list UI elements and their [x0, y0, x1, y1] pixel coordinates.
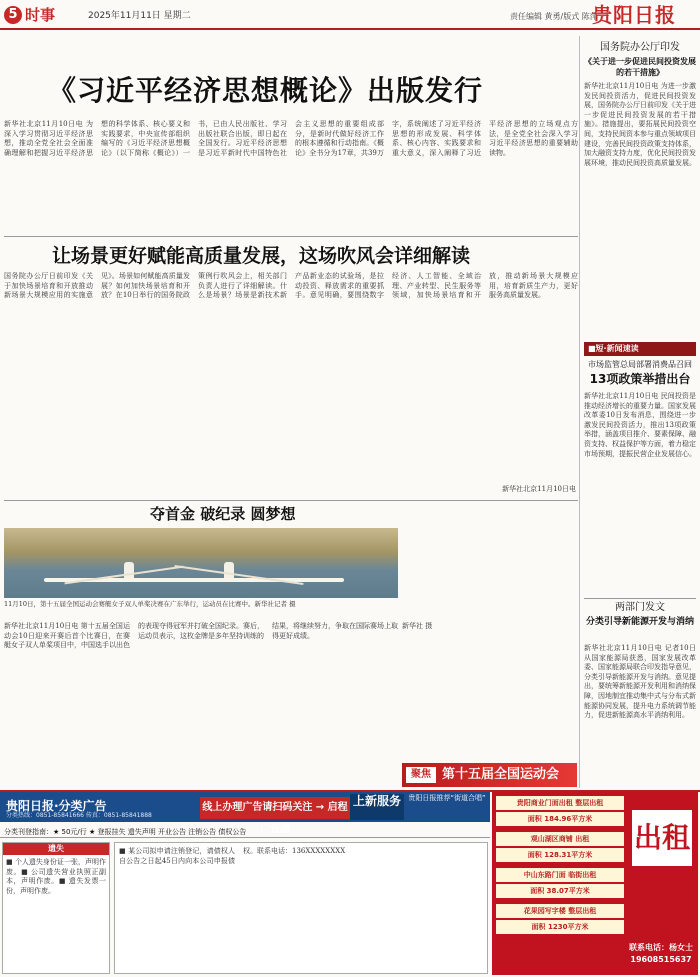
games-banner [402, 763, 577, 787]
section-name: 时事 [25, 6, 56, 24]
rental-ad [492, 792, 698, 975]
games-tag: 聚焦 [406, 767, 436, 783]
section-divider [584, 598, 696, 599]
lost-notice-block [2, 842, 110, 974]
lost-notice-label: 遗失 [3, 843, 109, 855]
right-article-2-kicker: 市场监管总局部署消费品召回 [588, 360, 692, 369]
ads-upper-label: 上新服务 [350, 794, 404, 820]
ads-phone: 分类热线：0851-85841666 传真：0851-85841888 [6, 812, 152, 819]
page-header [0, 0, 700, 30]
issue-date: 2025年11月11日 星期二 [88, 11, 191, 21]
photo-story-body: 新华社北京11月10日电 第十五届全国运动会10日迎来开赛后首个比赛日，在赛艇女子双人单桨项目中，中国选手以出色的表现夺得冠军并打破全国纪录。赛后，运动员表示，这枚金牌是多年坚持训练的结果，将继续努力，争取在国际赛场上取得更好成绩。 [4, 622, 398, 650]
right-article-1-body: 新华社北京11月10日电 为进一步激发民间投资活力，促进民间投资发展，国务院办公厅日前印发《关于进一步促进民间投资发展的若干措施》。措施提出，要拓展民间投资空间，支持民间资本参与重点领域项目建设，完善民间投资政策支持体系，加大融资支持力度，优化民间投资发展环境，推动民间投资高质量发展。 [584, 82, 696, 167]
rent-line: 贵阳商业门面出租 整层出租 [496, 796, 624, 810]
rent-line: 观山湖区商铺 出租 [496, 832, 624, 846]
right-article-1-headline[interactable]: 《关于进一步促进民间投资发展的若干措施》 [584, 57, 696, 77]
right-article-3-body: 新华社北京11月10日电 记者10日从国家能源局获悉，国家发展改革委、国家能源局联合印发指导意见，分类引导新能源开发与消纳。意见提出，要统筹新能源开发利用和消纳保障，因地制宜推动集中式与分布式新能源协同发展，提升电力系统调节能力，促进新能源高水平消纳利用。 [584, 644, 696, 720]
ads-price-row: 分类刊登指南：★ 50元/行 ★ 登报挂失 遗失声明 开业公告 注销公告 债权公告 [0, 826, 490, 838]
main-article-body: 新华社北京11月10日电 为深入学习贯彻习近平经济思想，推动全党全社会全面准确理解和把握习近平经济思想的科学体系、核心要义和实践要求，中央宣传部组织编写的《习近平经济思想概论》（以下简称《概论》）一书，已由人民出版社、学习出版社联合出版，即日起在全国发行。习近平经济思想是习近平新时代中国特色社会主义思想的重要组成部分，是新时代做好经济工作的根本遵循和行动指南。《概论》全书分为17章，共39万字，系统阐述了习近平经济思想的形成发展、科学体系、核心内容、实践要求和重大意义，深入阐释了习近平经济思想的立场观点方法，是全党全社会深入学习习近平经济思想的重要辅助读物。 [4, 120, 578, 157]
rent-big-word: 出租 [632, 810, 692, 866]
notice-text: ■ 某公司拟申请注销登记，请债权人自公告之日起45日内向本公司申报债权。联系电话：136XXXXXXXX [119, 847, 346, 865]
main-headline[interactable]: 《习近平经济思想概论》出版发行 [48, 74, 484, 107]
photo-caption: 11月10日，第十五届全国运动会赛艇女子双人单桨决赛在广东举行，运动员在比赛中。新华社记者 摄 [4, 600, 296, 608]
second-headline[interactable]: 让场景更好赋能高质量发展，这场吹风会详细解读 [52, 245, 471, 267]
ads-right-top: 贵阳日报推荐“街道合唱” [404, 794, 490, 820]
rower-figure [224, 562, 234, 578]
rent-line: 面积 1230平方米 [496, 920, 624, 934]
rent-line: 中山东路门面 临街出租 [496, 868, 624, 882]
column-divider [579, 36, 580, 788]
right-article-2-body: 新华社北京11月10日电 民间投资是推动经济增长的重要力量。国家发展改革委10日发布消息，围绕进一步激发民间投资活力，推出13项政策举措，涵盖项目推介、要素保障、融资支持、权益保护等方面，着力稳定市场预期，提振民营企业发展信心。 [584, 392, 696, 458]
page-number: 5 [4, 6, 22, 24]
rent-line: 花果园写字楼 整层出租 [496, 904, 624, 918]
notice-block [114, 842, 488, 974]
photo-story-headline[interactable]: 夺首金 破纪录 圆梦想 [150, 505, 296, 523]
right-article-3-kicker: 两部门发文 [615, 602, 665, 613]
section-divider [4, 236, 578, 237]
second-article-body: 国务院办公厅日前印发《关于加快场景培育和开放推动新场景大规模应用的实施意见》。场景如何赋能高质量发展？如何加快场景培育和开放？在10日举行的国务院政策例行吹风会上，相关部门负责人进行了详细解读。什么是场景？场景是新技术新产品新业态的试验场，是拉动投资、释放需求的重要抓手。意见明确，要围绕数字经济、人工智能、全域治理、产业转型、民生服务等领域，加快场景培育和开放，推动新场景大规模应用，培育新质生产力，更好服务高质量发展。 [4, 272, 578, 300]
photo-credit: 新华社 摄 [402, 622, 433, 630]
editor-credit: 责任编辑 黄勇/版式 陈萍 [510, 12, 598, 21]
right-article-2-headline[interactable]: 13项政策举措出台 [589, 372, 691, 386]
right-article-3-headline[interactable]: 分类引导新能源开发与消纳 [585, 617, 694, 627]
rowing-photo [4, 528, 398, 598]
news-strip: ■短·新闻速读 [584, 342, 696, 356]
rent-contact[interactable]: 联系电话：杨女士 19608515637 [629, 943, 693, 964]
rent-line: 面积 128.31平方米 [496, 848, 624, 862]
rent-line: 面积 38.07平方米 [496, 884, 624, 898]
ads-slogan[interactable]: 线上办理广告请扫码关注 → 启程广告通 [200, 797, 350, 819]
second-article-footer: 新华社北京11月10日电 [502, 485, 576, 493]
lost-notice-text: ■ 个人遗失身份证一张，声明作废。■ 公司遗失营业执照正副本，声明作废。■ 遗失发票一份，声明作废。 [6, 858, 106, 895]
newspaper-logo: 贵阳日报 [592, 3, 676, 27]
section-divider [4, 500, 578, 501]
right-article-1-kicker: 国务院办公厅印发 [600, 42, 680, 53]
rent-line: 面积 184.96平方米 [496, 812, 624, 826]
games-title: 第十五届全国运动会 [442, 767, 560, 782]
photo-story-continued [402, 622, 577, 760]
ads-logo: 贵阳日报·分类广告 [6, 799, 107, 813]
oar-shape [174, 565, 303, 585]
